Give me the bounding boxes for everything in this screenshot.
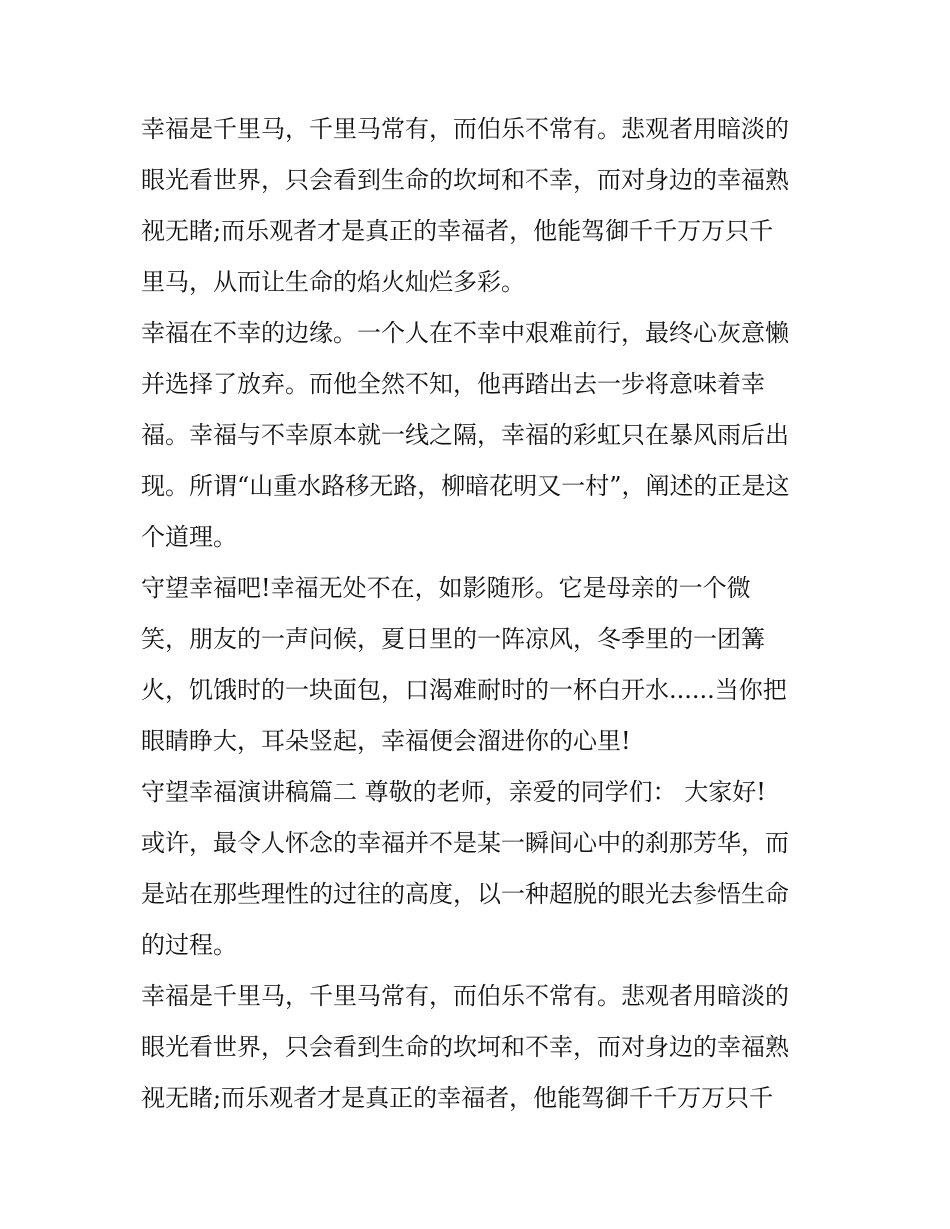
text-line: 个道理。 [141,523,237,551]
text-line: 或许，最令人怀念的幸福并不是某一瞬间心中的刹那芳华，而 [141,829,789,857]
text-line: 守望幸福演讲稿篇二 尊敬的老师，亲爱的同学们： 大家好! [141,778,766,806]
text-line: 幸福在不幸的边缘。一个人在不幸中艰难前行，最终心灰意懒 [141,319,789,347]
text-line: 里马，从而让生命的焰火灿烂多彩。 [141,268,525,296]
text-line: 眼光看世界，只会看到生命的坎坷和不幸，而对身边的幸福熟 [141,166,789,194]
text-line: 的过程。 [141,931,237,959]
text-line: 是站在那些理性的过往的高度，以一种超脱的眼光去参悟生命 [141,880,789,908]
text-line: 眼光看世界，只会看到生命的坎坷和不幸，而对身边的幸福熟 [141,1033,789,1061]
text-line: 笑，朋友的一声问候，夏日里的一阵凉风，冬季里的一团篝 [141,625,765,653]
text-line: 现。所谓“山重水路移无路，柳暗花明又一村”，阐述的正是这 [141,472,790,500]
text-line: 福。幸福与不幸原本就一线之隔，幸福的彩虹只在暴风雨后出 [141,421,789,449]
text-line: 守望幸福吧!幸福无处不在，如影随形。它是母亲的一个微 [141,574,751,602]
text-line: 幸福是千里马，千里马常有，而伯乐不常有。悲观者用暗淡的 [141,115,789,143]
text-line: 火，饥饿时的一块面包，口渴难耐时的一杯白开水......当你把 [141,676,787,704]
document-body [141,104,813,1124]
text-line: 视无睹;而乐观者才是真正的幸福者，他能驾御千千万万只千 [141,1084,774,1112]
text-line: 眼睛睁大，耳朵竖起，幸福便会溜进你的心里! [141,727,631,755]
text-line: 并选择了放弃。而他全然不知，他再踏出去一步将意味着幸 [141,370,765,398]
text-line: 视无睹;而乐观者才是真正的幸福者，他能驾御千千万万只千 [141,217,774,245]
text-line: 幸福是千里马，千里马常有，而伯乐不常有。悲观者用暗淡的 [141,982,789,1010]
